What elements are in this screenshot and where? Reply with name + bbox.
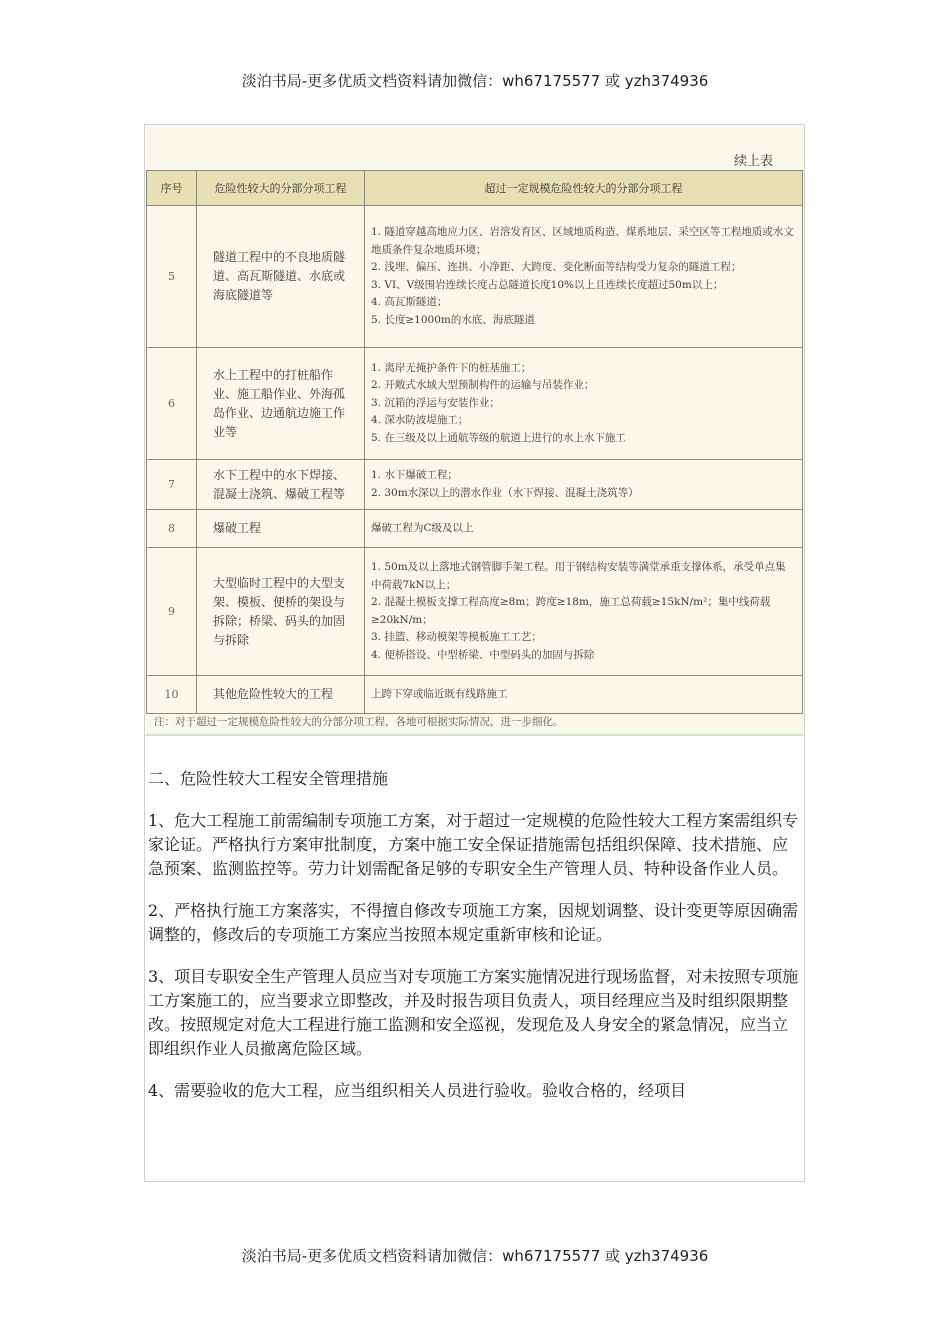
hazard-details — [365, 206, 803, 348]
paragraph: 2、严格执行施工方案落实，不得擅自修改专项施工方案，因规划调整、设计变更等原因确需调整的，修改后的专项施工方案应当按照本规定重新审核和论证。 — [148, 901, 799, 944]
paragraph: 1、危大工程施工前需编制专项施工方案，对于超过一定规模的危险性较大工程方案需组织专家论证。严格执行方案审批制度，方案中施工安全保证措施需包括组织保障、技术措施、应急预案、监测监控等。劳力计划需配备足够的专职安全生产管理人员、特种设备作业人员。 — [148, 811, 799, 878]
detail-line: 5. 在三级及以上通航等级的航道上进行的水上水下施工 — [371, 431, 626, 444]
col-header-hazard: 危险性较大的分部分项工程 — [197, 171, 365, 206]
detail-line: 3. VI、V级围岩连续长度占总隧道长度10%以上且连续长度超过50m以上； — [371, 278, 724, 291]
hazard-details — [365, 460, 803, 510]
detail-line: 上跨下穿或临近既有线路施工 — [371, 687, 508, 700]
row-number: 9 — [147, 548, 197, 676]
hazard-name: 大型临时工程中的大型支架、模板、便桥的架设与拆除；桥梁、码头的加固与拆除 — [197, 548, 365, 676]
hazard-details — [365, 510, 803, 548]
table-row — [147, 510, 803, 548]
hazard-details — [365, 548, 803, 676]
row-number: 10 — [147, 676, 197, 714]
detail-line: 3. 挂篮、移动模架等模板施工工艺； — [371, 631, 542, 643]
detail-line: 1. 隧道穿越高地应力区、岩溶发育区、区域地质构造、煤系地层、采空区等工程地质或水文地质条件复杂地质环境； — [371, 226, 794, 256]
row-number: 7 — [147, 460, 197, 510]
hazard-name: 爆破工程 — [197, 510, 365, 548]
divider — [145, 734, 804, 736]
paragraph: 4、需要验收的危大工程，应当组织相关人员进行验收。验收合格的，经项目 — [148, 1081, 687, 1100]
detail-line: 5. 长度≥1000m的水底、海底隧道 — [371, 313, 535, 326]
hazard-name: 其他危险性较大的工程 — [197, 676, 365, 714]
detail-line: 2. 开敞式水域大型预制构件的运输与吊装作业； — [371, 379, 595, 392]
scanned-table-image — [146, 126, 803, 734]
hazard-name: 隧道工程中的不良地质隧道、高瓦斯隧道、水底或海底隧道等 — [197, 206, 365, 348]
col-header-large-scale: 超过一定规模危险性较大的分部分项工程 — [365, 171, 803, 206]
hazard-table — [146, 170, 803, 714]
body-text — [148, 767, 800, 1121]
detail-line: 1. 离岸无掩护条件下的桩基施工； — [371, 361, 532, 374]
page-footer: 淡泊书局-更多优质文档资料请加微信：wh67175577 或 yzh374936 — [241, 1247, 709, 1265]
page-header: 淡泊书局-更多优质文档资料请加微信：wh67175577 或 yzh374936 — [241, 72, 709, 90]
detail-line: 2. 浅埋、偏压、连拱、小净距、大跨度、变化断面等结构受力复杂的隧道工程； — [371, 261, 742, 273]
table-row — [147, 460, 803, 510]
hazard-details — [365, 348, 803, 460]
detail-line: 2. 混凝土模板支撑工程高度≥8m；跨度≥18m，施工总荷载≥15kN/m²；集中线荷载≥20kN/m； — [371, 596, 771, 626]
detail-line: 1. 50m及以上落地式钢管脚手架工程。用于钢结构安装等满堂承重支撑体系，承受单点集中荷载7kN以上； — [371, 561, 786, 591]
detail-line: 4. 便桥搭设、中型桥梁、中型码头的加固与拆除 — [371, 648, 595, 661]
row-number: 8 — [147, 510, 197, 548]
hazard-name: 水上工程中的打桩船作业、施工船作业、外海孤岛作业、边通航边施工作业等 — [197, 348, 365, 460]
table-row — [147, 348, 803, 460]
detail-line: 爆破工程为C级及以上 — [371, 521, 474, 534]
table-row — [147, 206, 803, 348]
hazard-name: 水下工程中的水下焊接、混凝土浇筑、爆破工程等 — [197, 460, 365, 510]
col-header-no: 序号 — [147, 171, 197, 206]
section-heading: 二、危险性较大工程安全管理措施 — [148, 769, 389, 788]
row-number: 5 — [147, 206, 197, 348]
row-number: 6 — [147, 348, 197, 460]
paragraph: 3、项目专职安全生产管理人员应当对专项施工方案实施情况进行现场监督，对未按照专项施工方案施工的，应当要求立即整改，并及时报告项目负责人，项目经理应当及时组织限期整改。按照规定对危大工程进行施工监测和安全巡视，发现危及人身安全的紧急情况，应当立即组织作业人员撤离危险区域。 — [148, 967, 799, 1058]
detail-line: 3. 沉箱的浮运与安装作业； — [371, 396, 500, 409]
detail-line: 4. 高瓦斯隧道； — [371, 296, 448, 308]
document-frame — [144, 124, 805, 1182]
hazard-details — [365, 676, 803, 714]
detail-line: 1. 水下爆破工程； — [371, 469, 458, 481]
detail-line: 2. 30m水深以上的潜水作业（水下焊接、混凝土浇筑等） — [371, 486, 639, 499]
table-note: 注：对于超过一定规模危险性较大的分部分项工程，各地可根据实际情况，进一步细化。 — [154, 716, 564, 728]
table-row — [147, 676, 803, 714]
table-row — [147, 548, 803, 676]
continued-label: 续上表 — [733, 154, 773, 169]
detail-line: 4. 深水防波堤施工； — [371, 414, 469, 427]
table-header-row — [147, 171, 803, 206]
